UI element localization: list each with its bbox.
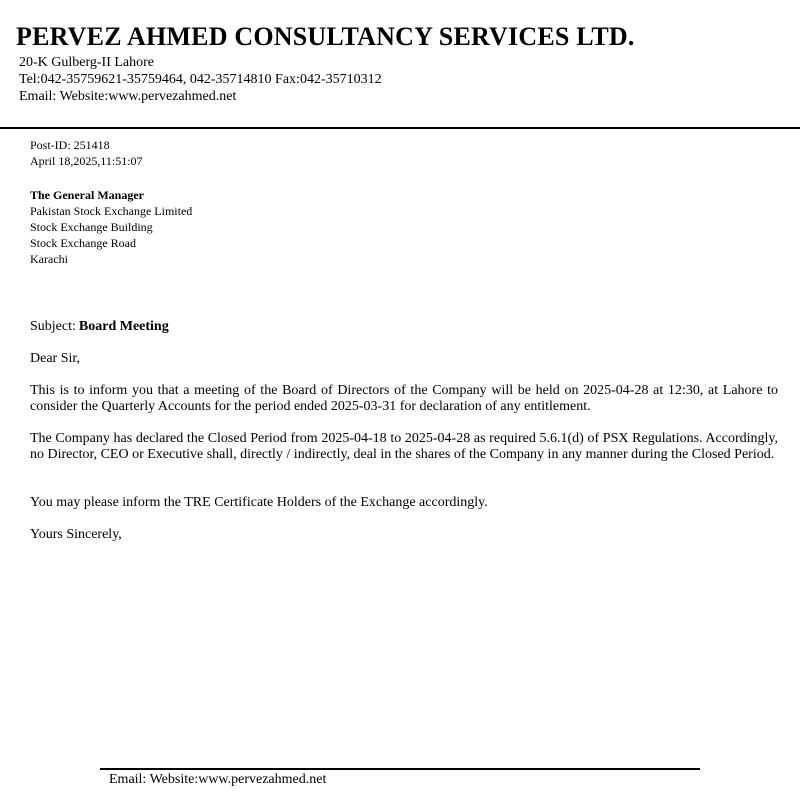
recipient-title: The General Manager [30,188,144,202]
footer-email-website: Email: Website:www.pervezahmed.net [109,772,327,787]
paragraph-closed-period: The Company has declared the Closed Period from 2025-04-18 to 2025-04-28 as required 5.6.1(d) of PSX Regulations. Accordingly, no Director, CEO or Executive shall, directly / indirectly, deal in the shares of the Company in any manner during the Closed Period. [30,431,778,462]
recipient-city: Karachi [30,252,68,266]
subject-value: Board Meeting [78,319,169,334]
recipient-address-line: Stock Exchange Road [30,236,136,250]
company-email-website: Email: Website:www.pervezahmed.net [19,89,237,104]
subject-line [30,319,778,335]
subject-label: Subject: [30,319,76,334]
paragraph-inform: You may please inform the TRE Certificate Holders of the Exchange accordingly. [30,495,488,510]
post-date: April 18,2025,11:51:07 [30,154,143,168]
company-address: 20-K Gulberg-II Lahore [19,55,155,70]
post-id: Post-ID: 251418 [30,138,110,152]
recipient-address-line: Stock Exchange Building [30,220,153,234]
company-contact: Tel:042-35759621-35759464, 042-35714810 Fax:042-35710312 [19,72,382,87]
footer-divider [100,768,700,770]
paragraph-meeting: This is to inform you that a meeting of the Board of Directors of the Company will be held on 2025-04-28 at 12:30, at Lahore to consider the Quarterly Accounts for the period ended 2025-03-31 for declaration of any entitlement. [30,383,778,414]
salutation: Dear Sir, [30,351,80,366]
header-divider [0,127,800,129]
company-name: PERVEZ AHMED CONSULTANCY SERVICES LTD. [16,22,635,51]
closing: Yours Sincerely, [30,527,122,542]
recipient-address-line: Pakistan Stock Exchange Limited [30,204,193,218]
